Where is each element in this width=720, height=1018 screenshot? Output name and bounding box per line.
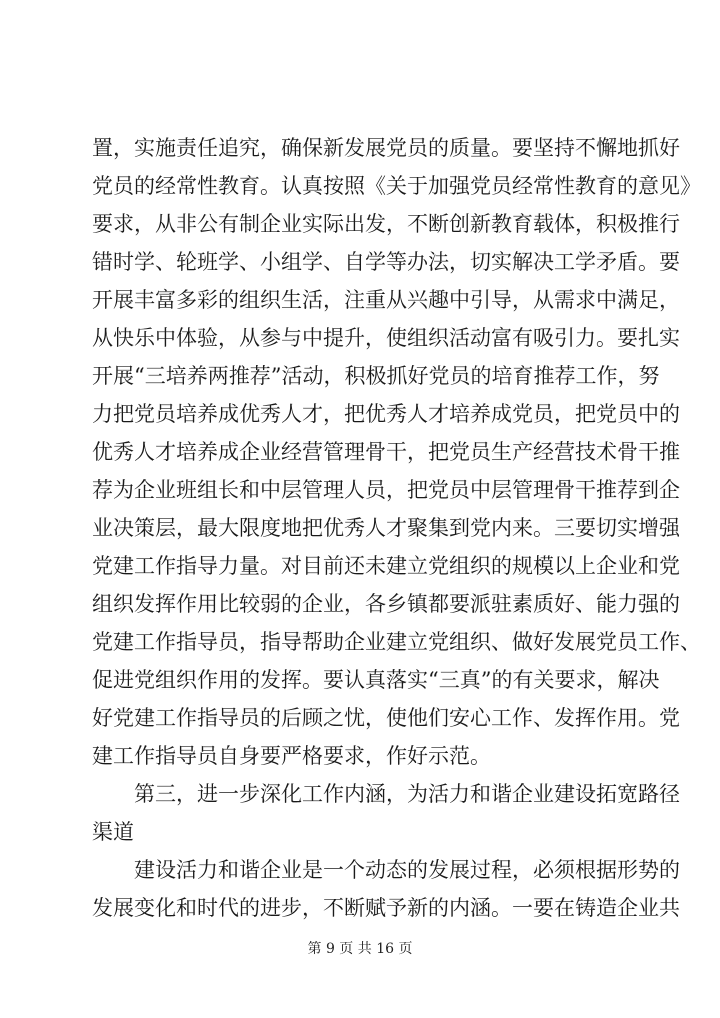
page-number-footer: 第 9 页 共 16 页	[307, 941, 413, 957]
body-text-line: 错时学、轮班学、小组学、自学等办法，切实解决工学矛盾。要	[92, 250, 680, 274]
section-heading-line: 第三，进一步深化工作内涵，为活力和谐企业建设拓宽路径	[92, 782, 680, 806]
section-heading-line: 渠道	[92, 820, 134, 844]
body-text-line: 好党建工作指导员的后顾之忧，使他们安心工作、发挥作用。党	[92, 706, 680, 730]
body-text-line: 建工作指导员自身要严格要求，作好示范。	[92, 744, 491, 768]
body-text-line: 优秀人才培养成企业经营管理骨干，把党员生产经营技术骨干推	[92, 440, 680, 464]
body-text-line: 发展变化和时代的进步，不断赋予新的内涵。一要在铸造企业共	[92, 896, 680, 920]
body-text-line: 置，实施责任追究，确保新发展党员的质量。要坚持不懈地抓好	[92, 136, 680, 160]
body-text-line: 开展丰富多彩的组织生活，注重从兴趣中引导，从需求中满足，	[92, 288, 680, 312]
body-text-line: 党建工作指导力量。对目前还未建立党组织的规模以上企业和党	[92, 554, 680, 578]
body-text-line: 党员的经常性教育。认真按照《关于加强党员经常性教育的意见》	[92, 174, 701, 198]
body-text-line: 从快乐中体验，从参与中提升，使组织活动富有吸引力。要扎实	[92, 326, 680, 350]
body-text-line: 荐为企业班组长和中层管理人员，把党员中层管理骨干推荐到企	[92, 478, 680, 502]
body-text-line: 要求，从非公有制企业实际出发，不断创新教育载体，积极推行	[92, 212, 680, 236]
body-text-line: 力把党员培养成优秀人才，把优秀人才培养成党员，把党员中的	[92, 402, 680, 426]
body-text-line: 开展“三培养两推荐”活动，积极抓好党员的培育推荐工作，努	[92, 364, 660, 388]
body-text-line: 促进党组织作用的发挥。要认真落实“三真”的有关要求，解决	[92, 668, 660, 692]
body-text-line: 建设活力和谐企业是一个动态的发展过程，必须根据形势的	[92, 858, 680, 882]
body-text-line: 业决策层，最大限度地把优秀人才聚集到党内来。三要切实增强	[92, 516, 680, 540]
body-text-line: 党建工作指导员，指导帮助企业建立党组织、做好发展党员工作、	[92, 630, 701, 654]
body-text-line: 组织发挥作用比较弱的企业，各乡镇都要派驻素质好、能力强的	[92, 592, 680, 616]
